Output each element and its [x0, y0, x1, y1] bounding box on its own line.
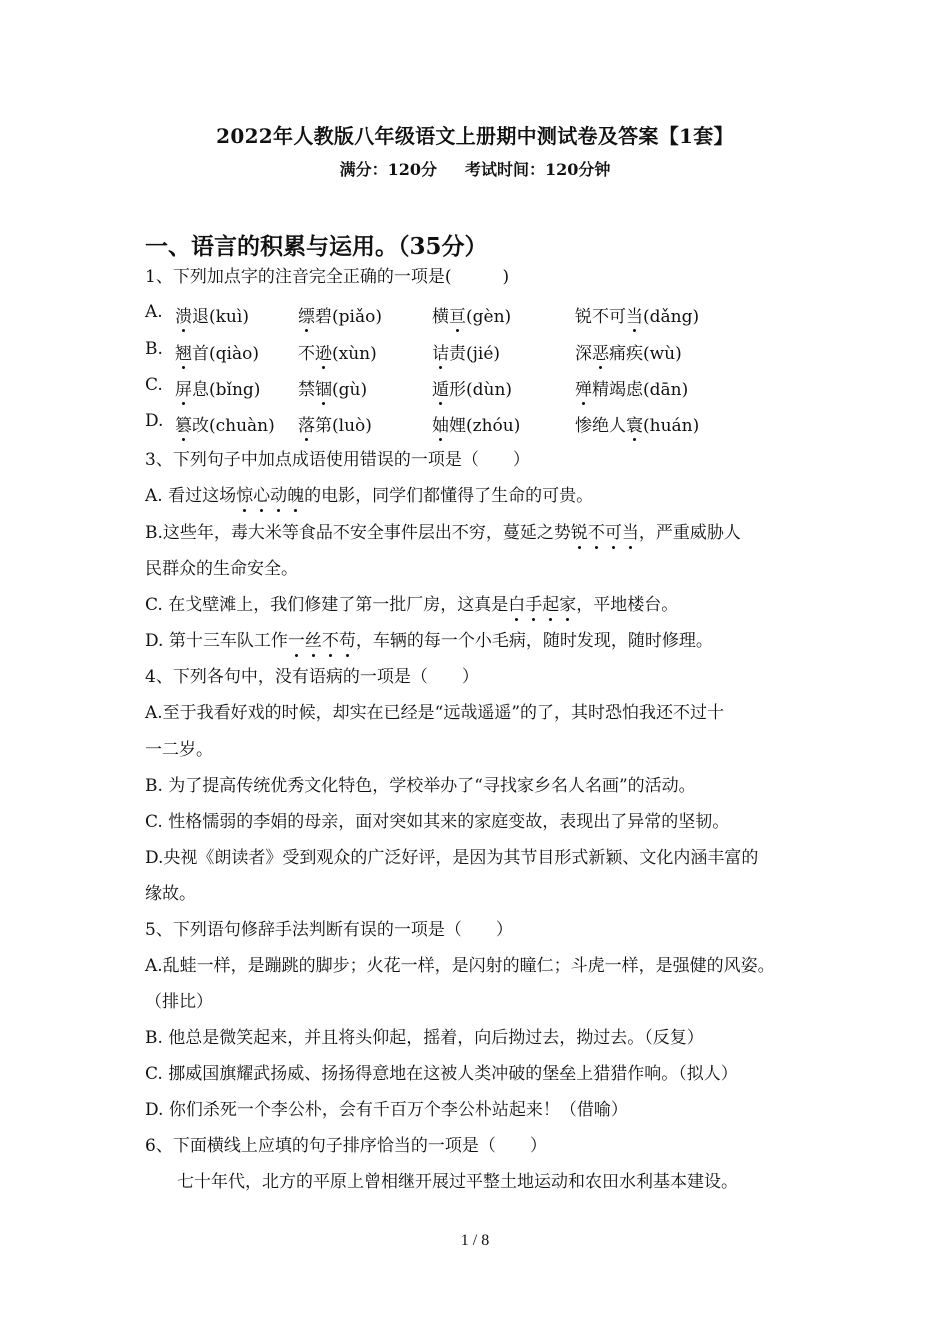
option-item: 殚精竭虑(dān): [575, 375, 688, 400]
question-6-passage: 七十年代，北方的平原上曾相继开展过平整土地运动和农田水利基本建设。: [177, 1172, 738, 1192]
option-label: A.: [145, 302, 163, 322]
question-5-line: D. 你们杀死一个李公朴，会有千百万个李公朴站起来！（借喻）: [145, 1100, 628, 1120]
question-4-line: C. 性格懦弱的李娟的母亲，面对突如其来的家庭变故，表现出了异常的坚韧。: [145, 812, 730, 832]
option-item: 锐不可当(dǎng): [575, 302, 699, 327]
option-label: D.: [145, 411, 164, 431]
question-3-option-b-cont: 民群众的生命安全。: [145, 559, 298, 579]
question-5-line: A.乱蛙一样，是蹦跳的脚步；火花一样，是闪射的瞳仁；斗虎一样，是强健的风姿。: [145, 956, 775, 976]
option-item: 翘首(qiào): [175, 339, 259, 364]
option-item: 不逊(xùn): [298, 339, 377, 364]
page-indicator: 1 / 8: [460, 1232, 490, 1249]
option-item: 横亘(gèn): [432, 302, 511, 327]
option-item: 惨绝人寰(huán): [575, 411, 699, 436]
question-5-stem: 5、下列语句修辞手法判断有误的一项是（ ）: [145, 920, 513, 940]
question-3-stem: 3、下列句子中加点成语使用错误的一项是（ ）: [145, 450, 530, 470]
question-4-line: A.至于我看好戏的时候，却实在已经是“远哉遥遥”的了，其时恐怕我还不过十: [145, 703, 725, 723]
option-item: 禁锢(gù): [298, 375, 367, 400]
section-heading: 一、语言的积累与运用。（35分）: [145, 233, 488, 260]
option-item: 妯娌(zhóu): [432, 411, 520, 436]
question-1-stem: 1、下列加点字的注音完全正确的一项是( ): [145, 267, 510, 287]
option-item: 深恶痛疾(wù): [575, 339, 682, 364]
option-item: 屏息(bǐng): [175, 375, 260, 400]
option-item: 诘责(jié): [432, 339, 500, 364]
exam-time: 考试时间：120分钟: [465, 160, 611, 179]
option-label: B.: [145, 339, 163, 359]
option-label: C.: [145, 375, 163, 395]
question-5-line: （排比）: [145, 992, 213, 1012]
option-item: 篡改(chuàn): [175, 411, 275, 436]
option-item: 溃退(kuì): [175, 302, 249, 327]
question-4-line: D.央视《朗读者》受到观众的广泛好评，是因为其节目形式新颖、文化内涵丰富的: [145, 848, 759, 868]
question-4-line: 一二岁。: [145, 740, 213, 760]
question-5-line: C. 挪威国旗耀武扬威、扬扬得意地在这被人类冲破的堡垒上猎猎作响。（拟人）: [145, 1064, 738, 1084]
question-3-option-d: D. 第十三车队工作一丝不苟，车辆的每一个小毛病，随时发现，随时修理。: [145, 631, 713, 651]
option-item: 落第(luò): [298, 411, 372, 436]
question-4-line: 缘故。: [145, 884, 196, 904]
question-4-line: B. 为了提高传统优秀文化特色，学校举办了“寻找家乡名人名画”的活动。: [145, 776, 696, 796]
full-score: 满分：120分: [339, 160, 437, 179]
exam-info: [0, 157, 950, 180]
document-title: 2022年人教版八年级语文上册期中测试卷及答案【1套】: [216, 124, 734, 148]
question-3-option-b: B.这些年，毒大米等食品不安全事件层出不穷，蔓延之势锐不可当，严重威胁人: [145, 523, 741, 543]
question-4-stem: 4、下列各句中，没有语病的一项是（ ）: [145, 667, 479, 687]
question-5-line: B. 他总是微笑起来，并且将头仰起，摇着，向后拗过去，拗过去。（反复）: [145, 1028, 704, 1048]
option-item: 缥碧(piǎo): [298, 302, 382, 327]
option-item: 遁形(dùn): [432, 375, 512, 400]
question-6-stem: 6、下面横线上应填的句子排序恰当的一项是（ ）: [145, 1136, 547, 1156]
question-3-option-c: C. 在戈壁滩上，我们修建了第一批厂房，这真是白手起家，平地楼台。: [145, 595, 679, 615]
question-3-option-a: A. 看过这场惊心动魄的电影，同学们都懂得了生命的可贵。: [145, 486, 594, 506]
